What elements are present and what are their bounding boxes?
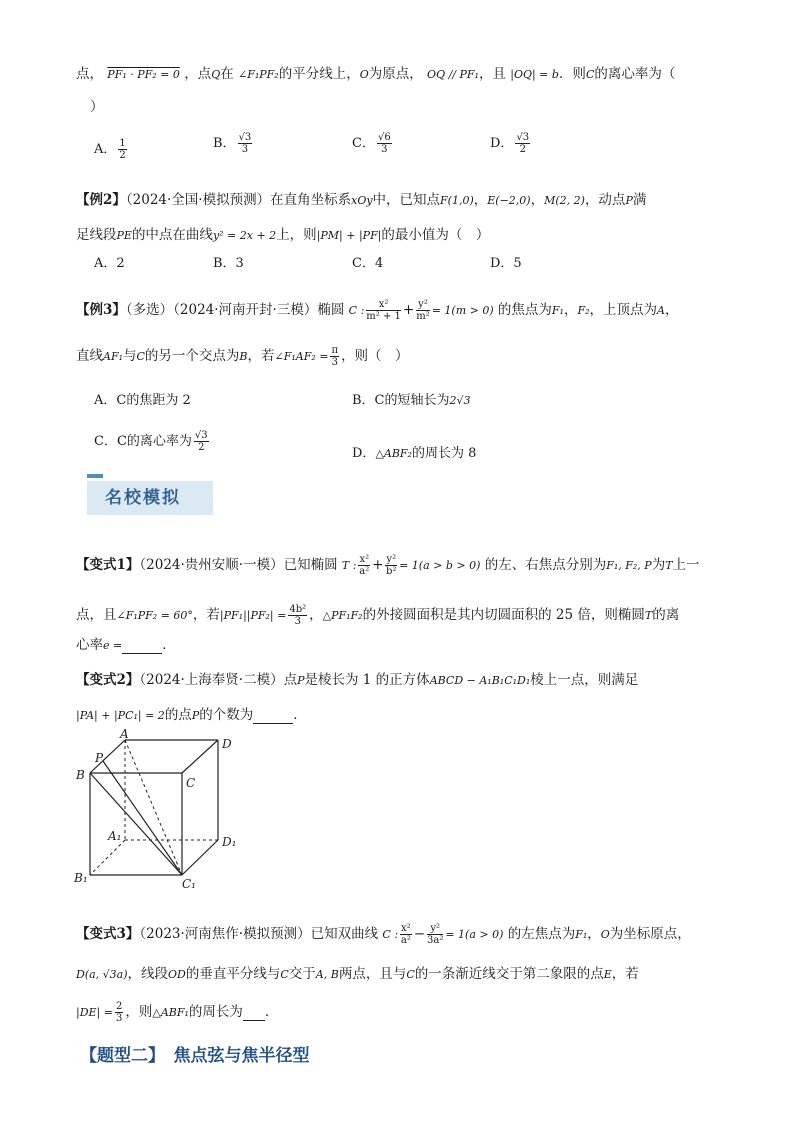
variant-tag: 【变式1】 <box>76 557 140 573</box>
variant-1-line-2: 点，且∠F₁PF₂ = 60°，若|PF₁||PF₂| = $\frac{\text{4b²}}{3}$ ，△PF₁F₂的外接圆面积是其内切圆面积的 25 倍，则椭圆T的离 <box>76 604 680 627</box>
fraction: $\frac{\text{x²}}{\text{a²}}$ <box>400 923 411 946</box>
hidden-segment-AC1 <box>125 740 182 875</box>
example-3-line-1: 【例3】（多选）（2024·河南开封·三模）椭圆 C : $\frac{\text{x²}}{\text{m² + 1}}$ + $\frac{\text{y²}}{\text{m²}}$ = 1(m > 0) 的焦点为F₁，F₂，上顶点为A， <box>76 299 679 322</box>
segment-BC1 <box>90 773 182 875</box>
example-2-option-b: B．3 <box>213 256 244 271</box>
option-a: A． $\frac{1}{2}$ <box>94 138 126 161</box>
section-heading: 【题型二】 焦点弦与焦半径型 <box>80 1046 310 1066</box>
label-B1: B₁ <box>74 871 88 885</box>
example-2-option-a: A．2 <box>94 256 125 271</box>
option-b: B． $\frac{√3}{3}$ <box>213 132 252 155</box>
problem-continuation-line-1: 点， PF₁ · PF₂ = 0 ，点Q在 ∠F₁PF₂的平分线上，O为原点， OQ // PF₁，且 |OQ| = b．则C的离心率为（ <box>76 66 676 82</box>
hidden-edge-A1B1 <box>90 840 125 875</box>
label-C1: C₁ <box>182 877 196 891</box>
fraction: $\frac{√6}{3}$ <box>377 132 391 155</box>
variant-3-line-3: |DE| = $\frac{2}{3}$ ，则△ABF₁的周长为 ． <box>76 1001 279 1024</box>
answer-blank[interactable] <box>122 637 162 654</box>
fraction: $\frac{\text{x²}}{\text{a²}}$ <box>359 554 370 577</box>
vector-dot-product-eq: PF₁ · PF₂ = 0 <box>107 68 180 81</box>
fraction: $\frac{\text{4b²}}{3}$ <box>289 604 307 627</box>
edge-C1D1 <box>182 840 218 875</box>
variant-3-line-2: D(a, √3a)，线段OD的垂直平分线与C交于A, B两点，且与C的一条渐近线交于第二象限的点E，若 <box>76 966 639 982</box>
variant-1-line-3: 心率e = ． <box>76 637 176 653</box>
fraction: $\frac{√3}{2}$ <box>516 132 530 155</box>
example-tag: 【例2】 <box>76 192 126 208</box>
fraction: $\frac{1}{2}$ <box>119 138 126 161</box>
fraction: $\frac{\text{y²}}{\text{m²}}$ <box>416 299 430 322</box>
label-A1: A₁ <box>108 829 122 843</box>
variant-1-line-1: 【变式1】（2024·贵州安顺·一模）已知椭圆 T : $\frac{\text{x²}}{\text{a²}}$ + $\frac{\text{y²}}{\text{b²}}$ = 1(a > b > 0) 的左、右焦点分别为F₁, F₂, P为T上一 <box>76 554 700 577</box>
answer-blank[interactable] <box>243 1004 265 1021</box>
variant-2-line-2: |PA| + |PC₁| = 2的点P的个数为 ． <box>76 707 307 723</box>
fraction: $\frac{√3}{3}$ <box>238 132 252 155</box>
variant-3-line-1: 【变式3】（2023·河南焦作·模拟预测）已知双曲线 C : $\frac{\text{x²}}{\text{a²}}$ − $\frac{\text{y²}}{\text{3a²}}$ = 1(a > 0) 的左焦点为F₁，O为坐标原点， <box>76 923 691 946</box>
fraction: $\frac{\text{x²}}{\text{m² + 1}}$ <box>366 299 401 322</box>
example-3-option-b: B．C的短轴长为2√3 <box>352 393 471 408</box>
option-d: D． $\frac{√3}{2}$ <box>490 132 530 155</box>
banner-accent-bar <box>87 474 103 478</box>
fraction: $\frac{\text{y²}}{\text{3a²}}$ <box>427 923 444 946</box>
variant-tag: 【变式2】 <box>76 672 140 688</box>
label-D: D <box>222 737 232 751</box>
answer-blank[interactable] <box>253 707 293 724</box>
label-A: A <box>120 728 129 741</box>
section-banner <box>87 474 213 512</box>
example-3-option-a: A．C的焦距为 2 <box>94 393 191 408</box>
example-2-line-1: 【例2】（2024·全国·模拟预测）在直角坐标系xOy中，已知点F(1,0)，E(−2,0)，M(2, 2)，动点P满 <box>76 192 647 208</box>
label-B: B <box>76 768 85 782</box>
example-tag: 【例3】 <box>76 302 126 318</box>
option-c: C． $\frac{√6}{3}$ <box>352 132 391 155</box>
fraction: $\frac{\text{y²}}{\text{b²}}$ <box>386 554 397 577</box>
fraction: $\frac{2}{3}$ <box>115 1001 123 1024</box>
variant-tag: 【变式3】 <box>76 926 140 942</box>
segment-PC1 <box>103 761 182 875</box>
fraction: $\frac{\pi}{3}$ <box>331 345 339 368</box>
example-3-option-d: D．△ABF₂的周长为 8 <box>352 446 477 461</box>
problem-continuation-line-2: ） <box>90 99 104 115</box>
example-2-option-c: C．4 <box>352 256 384 271</box>
example-2-line-2: 足线段PE的中点在曲线y² = 2x + 2上，则|PM| + |PF|的最小值为（ ） <box>76 227 490 243</box>
label-C: C <box>186 776 196 790</box>
example-2-option-d: D．5 <box>490 256 522 271</box>
label-D1: D₁ <box>222 835 237 849</box>
label-P: P <box>95 751 104 765</box>
cube-diagram <box>70 728 250 893</box>
example-3-option-c: C．C的离心率为 $\frac{√3}{2}$ <box>94 430 208 453</box>
example-3-line-2: 直线AF₁与C的另一个交点为B，若∠F₁AF₂ = $\frac{\pi}{3}$ ，则（ ） <box>76 345 409 368</box>
edge-CD <box>182 740 218 773</box>
banner-title: 名校模拟 <box>105 488 181 508</box>
fraction: $\frac{√3}{2}$ <box>194 430 208 453</box>
variant-2-line-1: 【变式2】（2024·上海奉贤·二模）点P是棱长为 1 的正方体ABCD − A₁B₁C₁D₁棱上一点，则满足 <box>76 672 639 688</box>
